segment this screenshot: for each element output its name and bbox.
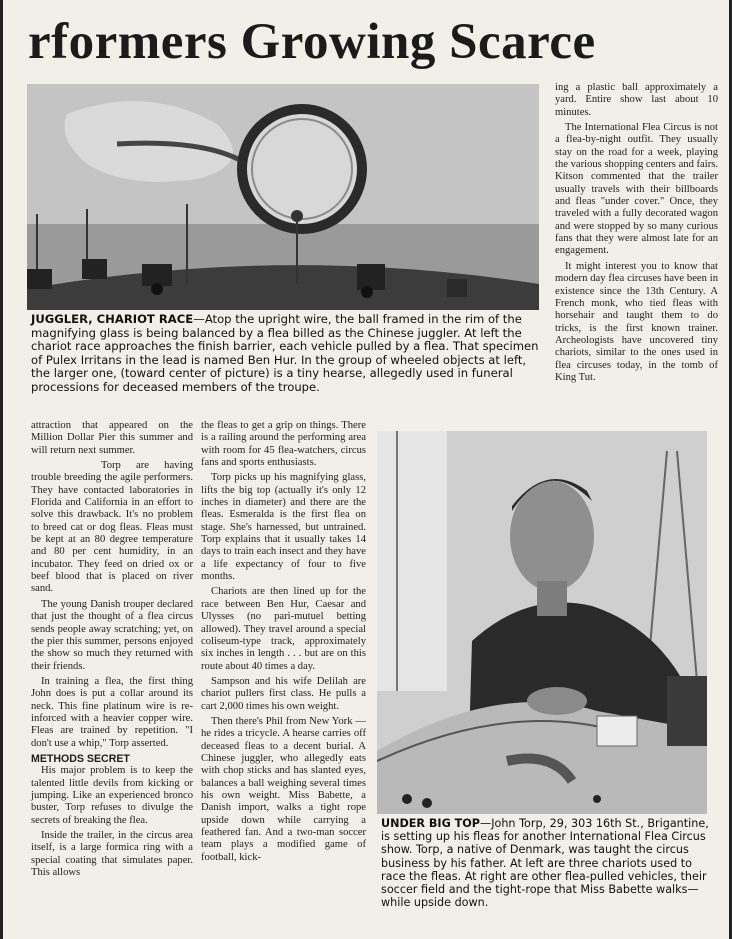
article-column-2	[201, 420, 366, 867]
page-edge-left	[0, 0, 3, 939]
photo-juggler-chariot-race	[27, 84, 539, 310]
headline: rformers Growing Scarce	[28, 14, 596, 70]
paragraph: Torp picks up his magnifying glass, lifts the big top (actually it's only 12 inches in diameter) and there are the fleas. Esmeralda is the first flea on stage. She's harnessed, but untrained. Torp explains that it usually takes 14 days to train each insect and they have a life expectancy of four to five months.	[201, 472, 366, 583]
paragraph: Torp are having trouble breeding the agile performers. They have contacted laboratories in Florida and California in an effort to solve this drawback. It's no problem to breed cat or dog fleas. Fleas must be kept at an 80 degree temperature and 80 per cent humidity, in an incubator. They feed on dried ox or beef blood that is placed on river sand.	[31, 460, 193, 595]
caption-juggler-chariot-race	[31, 313, 539, 394]
paragraph: Inside the trailer, in the circus area itself, is a large formica ring with a special coating that simulates paper. This allows	[31, 830, 193, 879]
article-column-1	[31, 420, 193, 882]
paragraph: The International Flea Circus is not a flea-by-night outfit. They usually stay on the road for a week, playing the various shopping centers and fairs. Kitson commented that the trailer usually travels with their billboards and fleas "under cover." Once, they traveled with a fully decorated wagon and were stopped by so many curious fans that they were almost late for an engagement.	[555, 122, 718, 257]
paragraph: attraction that appeared on the Million Dollar Pier this summer and will return next summer.	[31, 420, 193, 456]
paragraph: Sampson and his wife Delilah are chariot pullers first class. He pulls a cart 2,000 times his own weight.	[201, 675, 366, 712]
caption-under-big-top	[381, 817, 709, 909]
paragraph: ing a plastic ball approximately a yard. Entire show last about 10 minutes.	[555, 82, 718, 118]
paragraph: Then there's Phil from New York — he rides a tricycle. A hearse carries off deceased fleas to a decent burial. A Chinese juggler, who allegedly eats with chop sticks and has slanted eyes, balances a ball weighing several times his own weight. Miss Babette, a Danish import, walks a tight rope upside down while carrying a feathered fan. And a two-man soccer team plays a modified game of football, kick-	[201, 715, 366, 863]
paragraph: It might interest you to know that modern day flea circuses have been in existence since the 13th Century. A French monk, who tied fleas with horsehair and taught them to do tricks, is the first known trainer. Archeologists have uncovered tiny chariots, similar to the ones used in flea circuses today, in the tomb of King Tut.	[555, 260, 718, 383]
caption-lead: JUGGLER, CHARIOT RACE	[31, 312, 194, 326]
paragraph: the fleas to get a grip on things. There is a railing around the performing area with room for 45 flea-watchers, circus fans and sports enthusiasts.	[201, 420, 366, 469]
caption-body: —Atop the upright wire, the ball framed in the rim of the magnifying glass is being balanced by a flea billed as the Chinese juggler. At left the chariot race approaches the finish barrier, each vehicle pulled by a flea. That specimen of Pulex Irritans in the lead is named Ben Hur. In the group of wheeled objects at left, the larger one, (toward center of picture) is a tiny hearse, allegedly used in funeral processions for deceased members of the troupe.	[31, 312, 539, 394]
photo-under-big-top	[377, 431, 707, 814]
subheading: METHODS SECRET	[31, 752, 130, 765]
paragraph: The young Danish trouper declared that just the thought of a flea circus sends people away scratching; yet, on the pier this summer, persons enjoyed the show so much they returned with their friends.	[31, 598, 193, 672]
paragraph: Chariots are then lined up for the race between Ben Hur, Caesar and Ulysses (no pari-mutuel betting allowed). They travel around a special coliseum-type track, approximately six inches in length . . . but are on this route about 40 times a day.	[201, 586, 366, 672]
paragraph: His major problem is to keep the talented little devils from kicking or jumping. Like an experienced bronco buster, Torp refuses to divulge the secrets of breaking the flea.	[31, 765, 193, 826]
paragraph: In training a flea, the first thing John does is put a collar around its neck. This fine platinum wire is re-inforced with a heavier copper wire. Fleas are trained by repetition. "I don't use a whip," Torp asserted.	[31, 675, 193, 749]
caption-lead: UNDER BIG TOP	[381, 817, 480, 830]
caption-body: —John Torp, 29, 303 16th St., Brigantine, is setting up his fleas for another International Flea Circus show. Torp, a native of Denmark, was taught the circus business by his father. At left are three chariots used to race the fleas. At right are other flea-pulled vehicles, their soccer field and the tight-rope that Miss Babette walks—while upside down.	[381, 817, 709, 910]
article-column-3	[555, 82, 718, 387]
